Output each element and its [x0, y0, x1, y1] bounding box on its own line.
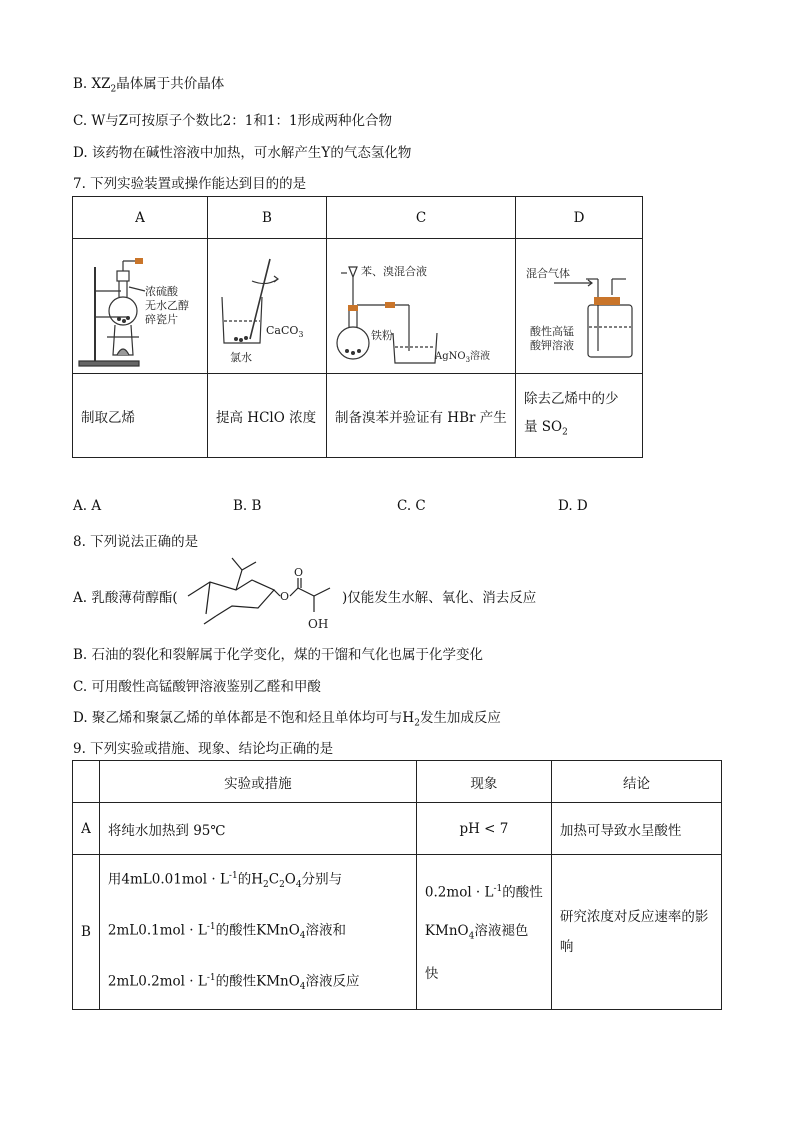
- q7-answer-d: D. D: [558, 498, 588, 514]
- beaker-stirring-figure: [208, 239, 326, 373]
- label-porcelain-chips: 碎瓷片: [145, 313, 178, 326]
- label-mixed-gas: 混合气体: [526, 267, 570, 280]
- connector-shape: [385, 302, 395, 308]
- q7-header-d: D: [516, 197, 643, 239]
- q9-header-blank: [73, 761, 100, 803]
- q7-figure-b-cell: [208, 239, 327, 374]
- label-kmno4-2: 酸钾溶液: [530, 339, 574, 352]
- q9-rowA-phenomenon: pH < 7: [416, 803, 551, 855]
- q7-purpose-d: 除去乙烯中的少 量 $SO_2$: [516, 374, 643, 458]
- q8-option-c: C. 可用酸性高锰酸钾溶液鉴别乙醛和甲酸: [73, 679, 321, 695]
- ester-o-label: O: [280, 590, 290, 603]
- carbonyl-o-label: O: [294, 566, 304, 579]
- q9-header-phenomenon: 现象: [416, 761, 551, 803]
- q9-rowB-phenomenon: $0.2mol \cdot L^{-1}$的酸性 KMnO$_4$溶液褪色 快: [416, 855, 551, 1010]
- label-kmno4-1: 酸性高锰: [530, 325, 574, 338]
- q6-option-c: C. W与Z可按原子个数比2：1和1：1形成两种化合物: [73, 113, 393, 129]
- menthyl-lactate-structure: [176, 552, 344, 636]
- q7-figure-c-cell: [327, 239, 516, 374]
- q9-rowA-measure: 将纯水加热到 95℃: [99, 803, 416, 855]
- label-conc-sulfuric-acid: 浓硫酸: [145, 285, 178, 298]
- label-agno3: AgNO$_3$溶液: [435, 351, 491, 364]
- q7-table: [72, 196, 643, 458]
- hydroxyl-label: OH: [308, 617, 329, 631]
- q9-rowB-measure: 用$4mL0.01mol \cdot L^{-1}$的$H_2C_2O_4$分别与 $2mL0.1mol \cdot L^{-1}$的酸性KMnO$_4$溶液和 $2mL0.2mol \cdot L^{-1}$的酸性KMnO$_4$溶液反应: [99, 855, 416, 1010]
- q7-purpose-a: 制取乙烯: [73, 374, 208, 458]
- q7-purpose-b: 提高 HClO 浓度: [208, 374, 327, 458]
- q9-stem: 9. 下列实验或措施、现象、结论均正确的是: [73, 741, 334, 757]
- q7-answer-b: B. B: [233, 498, 262, 514]
- q7-purpose-c: 制备溴苯并验证有 HBr 产生: [327, 374, 516, 458]
- label-ethanol: 无水乙醇: [145, 299, 189, 312]
- gas-washing-bottle-figure: [516, 239, 642, 373]
- q6-option-d: D. 该药物在碱性溶液中加热，可水解产生Y的气态氢化物: [73, 145, 412, 161]
- ethylene-apparatus-figure: [73, 239, 207, 373]
- q7-header-b: B: [208, 197, 327, 239]
- q9-rowB-label: B: [73, 855, 100, 1010]
- q9-table: [72, 760, 722, 1010]
- label-chlorine-water: 氯水: [230, 351, 252, 364]
- stopper-shape: [135, 258, 143, 264]
- q7-figure-d-cell: [516, 239, 643, 374]
- q8-option-b: B. 石油的裂化和裂解属于化学变化，煤的干馏和气化也属于化学变化: [73, 647, 484, 663]
- q7-answer-c: C. C: [397, 498, 426, 514]
- q9-rowA-conclusion: 加热可导致水呈酸性: [551, 803, 721, 855]
- stopper-shape: [348, 305, 358, 311]
- q7-header-a: A: [73, 197, 208, 239]
- q9-rowB-conclusion: 研究浓度对反应速率的影 响: [551, 855, 721, 1010]
- q6-option-b: B. $XZ_2$晶体属于共价晶体: [73, 76, 225, 95]
- bromobenzene-apparatus-figure: [327, 239, 515, 373]
- q8-option-a-post: )仅能发生水解、氧化、消去反应: [342, 590, 537, 606]
- q8-option-d: D. 聚乙烯和聚氯乙烯的单体都是不饱和烃且单体均可与$H_2$发生加成反应: [73, 710, 501, 729]
- stopper-shape: [594, 297, 620, 305]
- q7-answer-a: A. A: [73, 498, 102, 514]
- q7-stem: 7. 下列实验装置或操作能达到目的的是: [73, 176, 307, 192]
- q8-option-a-pre: A. 乳酸薄荷醇酯(: [73, 590, 178, 606]
- q9-header-conclusion: 结论: [551, 761, 721, 803]
- q9-rowA-label: A: [73, 803, 100, 855]
- q8-stem: 8. 下列说法正确的是: [73, 534, 199, 550]
- q7-header-c: C: [327, 197, 516, 239]
- q7-figure-a-cell: [73, 239, 208, 374]
- label-caco3: CaCO$_3$: [266, 324, 304, 339]
- label-iron-powder: 铁粉: [371, 329, 393, 342]
- label-benzene-bromine: 苯、溴混合液: [361, 265, 427, 278]
- q9-header-measure: 实验或措施: [99, 761, 416, 803]
